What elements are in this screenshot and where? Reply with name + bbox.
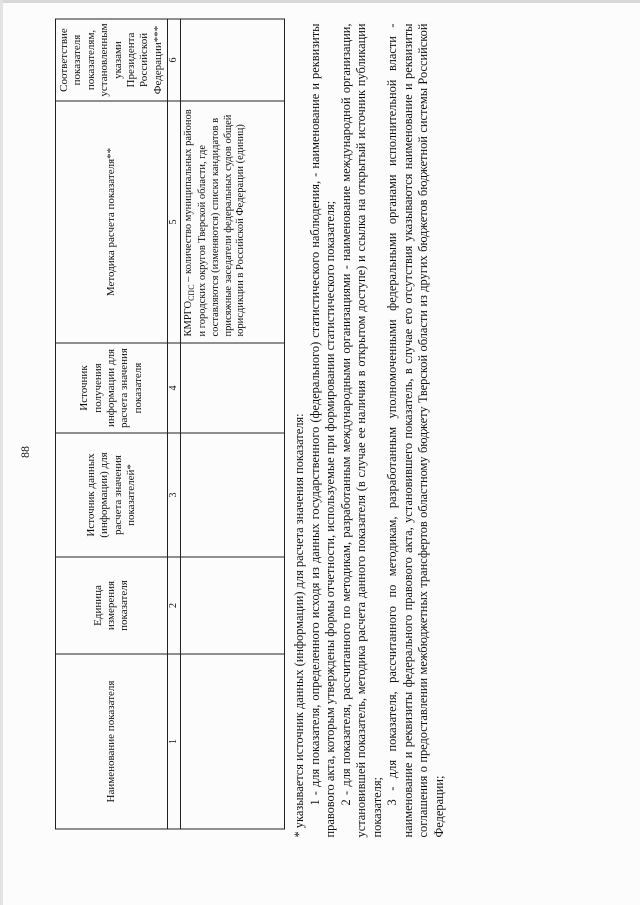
method-variable-subscript: СПС: [187, 284, 197, 301]
column-number: 6: [168, 19, 181, 101]
cell-indicator-name: [181, 654, 285, 829]
scan-edge-top: [0, 0, 640, 3]
scan-edge-left: [0, 0, 3, 905]
header-compliance: Соответствие показателя показателям, установленным указами Президента Российской Федерации***: [56, 19, 168, 101]
cell-unit: [181, 557, 285, 654]
table-column-number-row: [168, 19, 181, 829]
rotated-landscape-content: [10, 25, 630, 880]
header-info-source: Источник получения информации для расчета значения показателя: [56, 343, 168, 433]
header-method: Методика расчета показателя**: [56, 101, 168, 343]
column-number: 4: [168, 343, 181, 433]
cell-method: [181, 101, 285, 343]
table-row: [181, 19, 285, 829]
footnote-item-2: 2 - для показателя, рассчитанного по методикам, разработанным международными организациями - наименование международной организации, установившей показатель, методика расчета данного показателя (в случае ее наличия в открытом доступе) и ссылка на открытый источник публикации показателя;: [338, 23, 384, 838]
header-data-source: Источник данных (информации) для расчета значения показателей*: [56, 433, 168, 557]
table-header-row: [56, 19, 168, 829]
column-number: 2: [168, 557, 181, 654]
header-unit: Единица измерения показателя: [56, 557, 168, 654]
footnote-item-3: 3 - для показателя, рассчитанного по методикам, разработанным уполномоченными федеральными органами исполнительной власти - наименование и реквизиты федерального правового акта, установившего показатель, в случае его отсутствия указываются наименование и реквизиты соглашения о предоставлении межбюджетных трансфертов областному бюджету Тверской области из других бюджетов бюджетной системы Российской Федерации;: [385, 23, 446, 838]
method-description: – количество муниципальных районов и городских округов Тверской области, где составляются (изменяются) списки кандидатов в присяжные заседатели федеральных судов общей юрисдикции в Российской Федерации (единиц): [183, 109, 247, 337]
method-variable: КМРГО: [183, 300, 195, 337]
indicator-table: [55, 19, 285, 830]
cell-info-source: [181, 343, 285, 433]
footnote-item-1: 1 - для показателя, определенного исходя из данных государственного (федерального) статистического наблюдения, - наименование и реквизиты правового акта, которым утверждены формы отчетности, используемые при формировании статистического показателя;: [307, 23, 337, 838]
cell-data-source: [181, 433, 285, 557]
cell-compliance: [181, 19, 285, 101]
header-indicator-name: Наименование показателя: [56, 654, 168, 829]
column-number: 3: [168, 433, 181, 557]
footnotes: [292, 24, 447, 838]
column-number: 1: [168, 654, 181, 829]
footnote-source: * указывается источник данных (информации) для расчета значения показателя:: [292, 413, 306, 838]
page-number: 88: [18, 446, 32, 458]
column-number: 5: [168, 101, 181, 343]
